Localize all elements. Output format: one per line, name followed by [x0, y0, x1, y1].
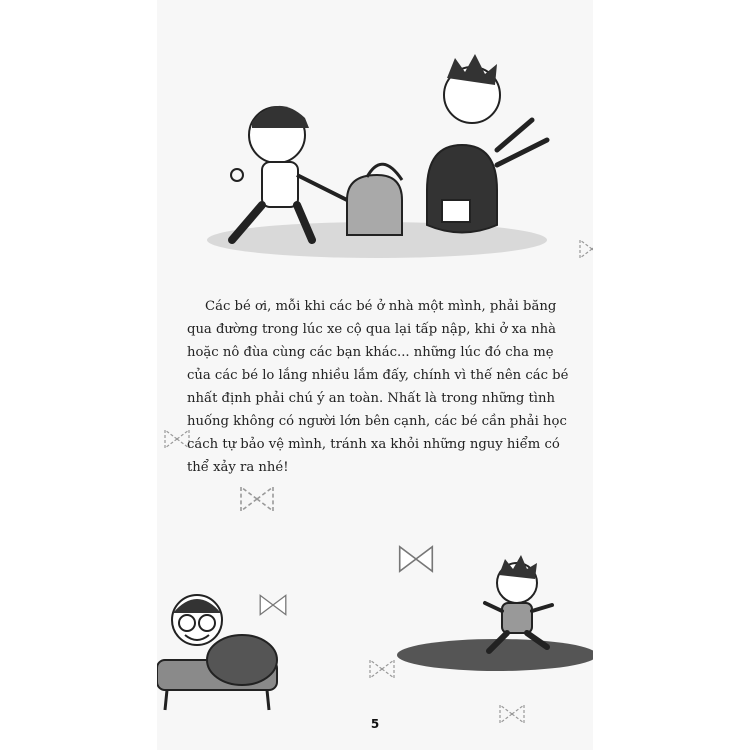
- book-page: [157, 0, 593, 750]
- boy-pulling-bag-illustration: [197, 40, 557, 270]
- bow-doodle-icon: [577, 235, 593, 263]
- paragraph-text: Các bé ơi, mỗi khi các bé ở nhà một mình, phải băng qua đường trong lúc xe cộ qua lại tấp nập, khi ở xa nhà hoặc nô đùa cùng các bạn khác... những lúc đó cha mẹ của các bé lo lắng nhiều lắm đấy, chính vì thế nên các bé nhất định phải chú ý an toàn. Nhất là trong những tình huống không có người lớn bên cạnh, các bé cần phải học cách tự bảo vệ mình, tránh xa khỏi những nguy hiểm có thể xảy ra nhé!: [187, 299, 569, 475]
- body-paragraph: [187, 295, 571, 479]
- bow-doodle-icon: [367, 655, 397, 683]
- running-boy-illustration: [397, 555, 593, 675]
- page-number: 5: [370, 717, 380, 731]
- laughing-boy-illustration: [157, 585, 297, 715]
- bow-doodle-icon: [237, 480, 277, 518]
